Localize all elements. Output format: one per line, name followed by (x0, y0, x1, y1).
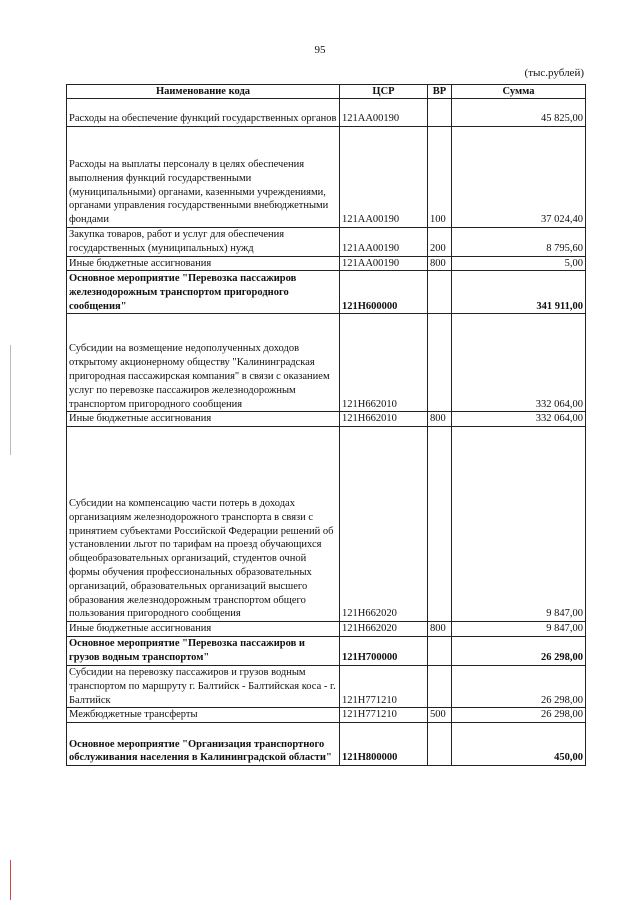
cell-name: Иные бюджетные ассигнования (67, 622, 340, 637)
cell-name: Расходы на выплаты персоналу в целях обеспечения выполнения функций государственными (муниципальными) органами, казенными учреждениями, органами управления государственными внебюджетными фондами (67, 127, 340, 228)
cell-vr (428, 723, 452, 766)
table-row (67, 622, 586, 637)
cell-csr: 121Н700000 (340, 636, 428, 665)
cell-name: Закупка товаров, работ и услуг для обеспечения государственных (муниципальных) нужд (67, 228, 340, 257)
cell-csr: 121Н662020 (340, 427, 428, 622)
cell-name: Основное мероприятие "Перевозка пассажиров и грузов водным транспортом" (67, 636, 340, 665)
cell-csr: 121Н662010 (340, 412, 428, 427)
header-name: Наименование кода (67, 85, 340, 99)
cell-csr: 121Н662010 (340, 314, 428, 412)
cell-csr: 121АА00190 (340, 99, 428, 127)
scan-margin-mark (10, 345, 11, 455)
cell-sum: 26 298,00 (452, 665, 586, 707)
cell-vr: 800 (428, 256, 452, 271)
cell-vr (428, 99, 452, 127)
cell-name: Субсидии на перевозку пассажиров и грузов водным транспортом по маршруту г. Балтийск - Балтийская коса - г. Балтийск (67, 665, 340, 707)
header-csr: ЦСР (340, 85, 428, 99)
table-row (67, 665, 586, 707)
cell-sum: 332 064,00 (452, 314, 586, 412)
cell-name: Расходы на обеспечение функций государственных органов (67, 99, 340, 127)
cell-csr: 121Н771210 (340, 708, 428, 723)
cell-sum: 8 795,60 (452, 228, 586, 257)
page-number: 95 (314, 44, 326, 56)
cell-vr (428, 636, 452, 665)
table-row (67, 314, 586, 412)
cell-vr: 800 (428, 622, 452, 637)
cell-sum: 26 298,00 (452, 636, 586, 665)
cell-sum: 45 825,00 (452, 99, 586, 127)
cell-sum: 341 911,00 (452, 271, 586, 314)
cell-vr: 800 (428, 412, 452, 427)
cell-name: Иные бюджетные ассигнования (67, 412, 340, 427)
table-row (67, 256, 586, 271)
cell-sum: 5,00 (452, 256, 586, 271)
cell-csr: 121Н771210 (340, 665, 428, 707)
cell-vr (428, 427, 452, 622)
cell-sum: 37 024,40 (452, 127, 586, 228)
cell-csr: 121АА00190 (340, 256, 428, 271)
cell-name: Основное мероприятие "Организация транспортного обслуживания населения в Калининградской области" (67, 723, 340, 766)
table-row (67, 708, 586, 723)
budget-table (66, 84, 586, 766)
cell-vr (428, 314, 452, 412)
cell-sum: 26 298,00 (452, 708, 586, 723)
cell-csr: 121Н800000 (340, 723, 428, 766)
table-row (67, 271, 586, 314)
table-row (67, 427, 586, 622)
cell-vr: 100 (428, 127, 452, 228)
units-label: (тыс.рублей) (524, 67, 584, 79)
table-row (67, 636, 586, 665)
cell-csr: 121АА00190 (340, 228, 428, 257)
cell-csr: 121Н600000 (340, 271, 428, 314)
scan-edge-mark (10, 860, 11, 900)
table-header-row (67, 85, 586, 99)
cell-name: Субсидии на возмещение недополученных доходов открытому акционерному обществу "Калининградская пригородная пассажирская компания" в связи с оказанием услуг по перевозке пассажиров железнодорожным транспортом пригородного сообщения (67, 314, 340, 412)
cell-name: Иные бюджетные ассигнования (67, 256, 340, 271)
header-sum: Сумма (452, 85, 586, 99)
cell-name: Межбюджетные трансферты (67, 708, 340, 723)
cell-sum: 9 847,00 (452, 622, 586, 637)
table-row (67, 99, 586, 127)
cell-sum: 332 064,00 (452, 412, 586, 427)
cell-vr: 500 (428, 708, 452, 723)
cell-csr: 121АА00190 (340, 127, 428, 228)
cell-vr (428, 271, 452, 314)
cell-sum: 450,00 (452, 723, 586, 766)
header-vr: ВР (428, 85, 452, 99)
cell-vr: 200 (428, 228, 452, 257)
table-row (67, 127, 586, 228)
table-row (67, 412, 586, 427)
table-row (67, 228, 586, 257)
cell-sum: 9 847,00 (452, 427, 586, 622)
cell-name: Субсидии на компенсацию части потерь в доходах организациям железнодорожного транспорта в связи с принятием субъектами Российской Федерации решений об установлении льгот по тарифам на проезд обучающихся общеобразовательных организаций, студентов очной формы обучения профессиональных образовательных организаций, образовательных организаций высшего образования железнодорожным транспортом общего пользования пригородного сообщения (67, 427, 340, 622)
cell-name: Основное мероприятие "Перевозка пассажиров железнодорожным транспортом пригородного сообщения" (67, 271, 340, 314)
cell-vr (428, 665, 452, 707)
table-row (67, 723, 586, 766)
cell-csr: 121Н662020 (340, 622, 428, 637)
